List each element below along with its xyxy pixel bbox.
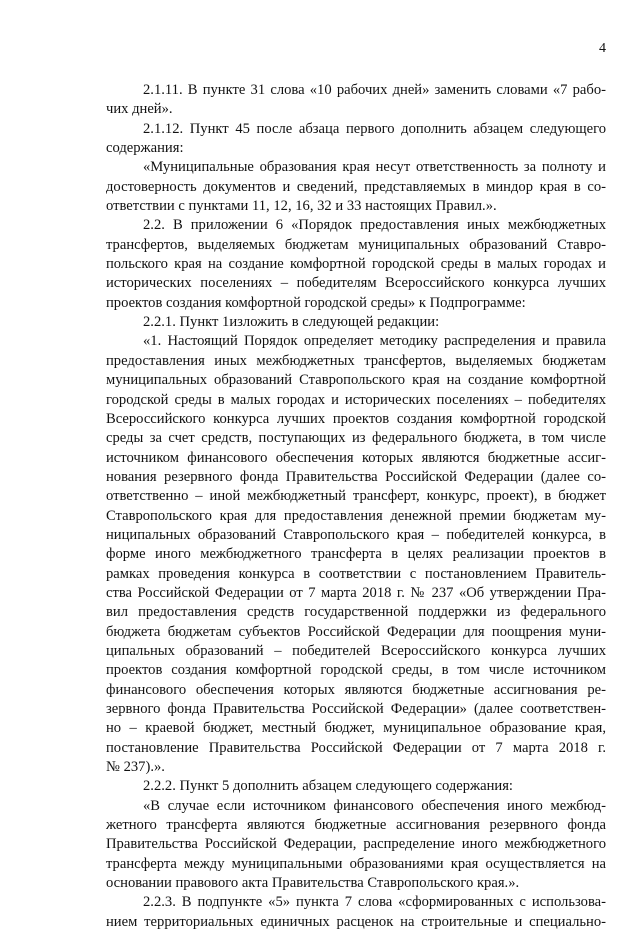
text-line: 2.1.12. Пункт 45 после абзаца первого дополнить абзацем следующего — [143, 120, 606, 137]
text-line: ответствии с пунктами 11, 12, 16, 32 и 33 настоящих Правил.». — [106, 198, 497, 215]
text-line: трансфертов, выделяемых бюджетам муниципальных образований Ставро- — [106, 236, 606, 253]
text-line: ства Российской Федерации от 7 марта 2018 г. № 237 «Об утверждении Пра- — [106, 584, 606, 601]
text-line: Всероссийского конкурса лучших проектов создания комфортной городской — [106, 410, 606, 427]
text-line: финансового обеспечения которых являются бюджетные ассигнования ре- — [106, 681, 606, 698]
text-line: муниципальных образований Ставропольского края на создание комфортной — [106, 372, 606, 389]
text-line: «1. Настоящий Порядок определяет методику распределения и правила — [143, 333, 606, 350]
text-line: основании правового акта Правительства Ставропольского края.». — [106, 875, 520, 892]
text-line: нием территориальных единичных расценок на строительные и специально- — [106, 913, 606, 930]
text-line: среды за счет средств, поступающих из федерального бюджета, в том числе — [106, 430, 606, 447]
text-line: городской среды в малых городах и исторических поселениях – победителях — [106, 391, 606, 408]
text-line: Ставропольского края для предоставления денежной премии бюджетам му- — [106, 507, 606, 524]
text-line: ниципальных образований Ставропольского края – победителей конкурса, в — [106, 526, 606, 543]
text-line: № 237).». — [106, 759, 165, 776]
text-line: нования резервного фонда Правительства Российской Федерации (далее со- — [106, 468, 606, 485]
text-line: трансферта между муниципальными образованиями края осуществляется на — [106, 855, 606, 872]
text-line: польского края на создание комфортной городской среды в малых городах и — [106, 256, 606, 273]
text-line: постановление Правительства Российской Федерации от 7 марта 2018 г. — [106, 739, 606, 756]
text-line: 2.2.1. Пункт 1изложить в следующей редакции: — [143, 314, 440, 331]
text-line: 2.2. В приложении 6 «Порядок предоставления иных межбюджетных — [143, 217, 606, 234]
text-line: ципальных образований – победителей Всероссийского конкурса лучших — [106, 642, 606, 659]
text-line: бюджета бюджетам субъектов Российской Федерации для поощрения муни- — [106, 623, 606, 640]
text-line: чих дней». — [106, 101, 173, 118]
text-line: рамках проведения конкурса в соответствии с постановлением Правитель- — [106, 565, 606, 582]
text-line: 2.1.11. В пункте 31 слова «10 рабочих дней» заменить словами «7 рабо- — [143, 82, 606, 98]
text-line: исторических поселениях – победителям Всероссийского конкурса лучших — [106, 275, 606, 292]
text-line: форме иного межбюджетного трансферта в целях реализации проектов в — [106, 546, 606, 563]
text-line: вил предоставления средств государственной поддержки из федерального — [106, 604, 606, 621]
text-line: содержания: — [106, 140, 184, 157]
text-line: зервного фонда Правительства Российской Федерации» (далее соответствен- — [106, 701, 606, 717]
text-line: но – краевой бюджет, местный бюджет, муниципальное образование края, — [106, 720, 606, 737]
text-line: Правительства Российской Федерации, распределение иного межбюджетного — [106, 836, 606, 853]
text-line: проектов создания комфортной городской среды, в том числе источником — [106, 662, 606, 679]
page-number: 4 — [599, 41, 606, 56]
document-body — [106, 81, 606, 932]
text-line: «Муниципальные образования края несут ответственность за полноту и — [143, 159, 606, 176]
text-line: «В случае если источником финансового обеспечения иного межбюд- — [143, 797, 606, 814]
text-line: жетного трансферта являются бюджетные ассигнования резервного фонда — [106, 817, 606, 834]
text-line: 2.2.2. Пункт 5 дополнить абзацем следующего содержания: — [143, 778, 513, 795]
text-line: 2.2.3. В подпункте «5» пункта 7 слова «сформированных с использова- — [143, 894, 606, 911]
text-line: предоставления иных межбюджетных трансфертов, выделяемых бюджетам — [106, 352, 606, 369]
text-line: проектов создания комфортной городской среды» к Подпрограмме: — [106, 294, 526, 311]
text-line: источником финансового обеспечения которых являются бюджетные ассиг- — [106, 449, 606, 466]
text-line: ответственно – иной межбюджетный трансферт, конкурс, проект), в бюджет — [106, 488, 606, 505]
text-line: достоверность документов и сведений, представляемых в миндор края в со- — [106, 178, 606, 195]
